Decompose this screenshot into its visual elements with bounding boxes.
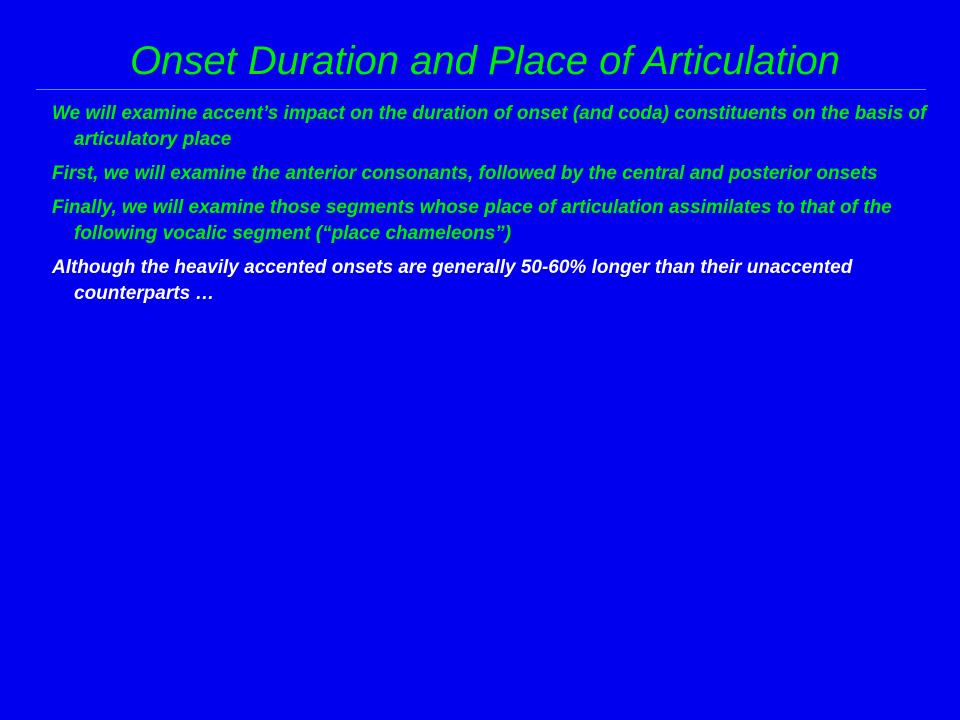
slide-title: Onset Duration and Place of Articulation bbox=[129, 39, 841, 83]
title-divider bbox=[36, 89, 926, 90]
bullet-list bbox=[52, 101, 932, 315]
bullet-item-highlight: Although the heavily accented onsets are generally 50-60% longer than their unaccented counterparts … bbox=[52, 257, 853, 304]
bullet-item: We will examine accent’s impact on the duration of onset (and coda) constituents on the basis of articulatory place bbox=[52, 103, 927, 150]
bullet-item: Finally, we will examine those segments whose place of articulation assimilates to that of the following vocalic segment (“place chameleons”) bbox=[52, 197, 892, 244]
bullet-item: First, we will examine the anterior consonants, followed by the central and posterior onsets bbox=[52, 163, 878, 184]
